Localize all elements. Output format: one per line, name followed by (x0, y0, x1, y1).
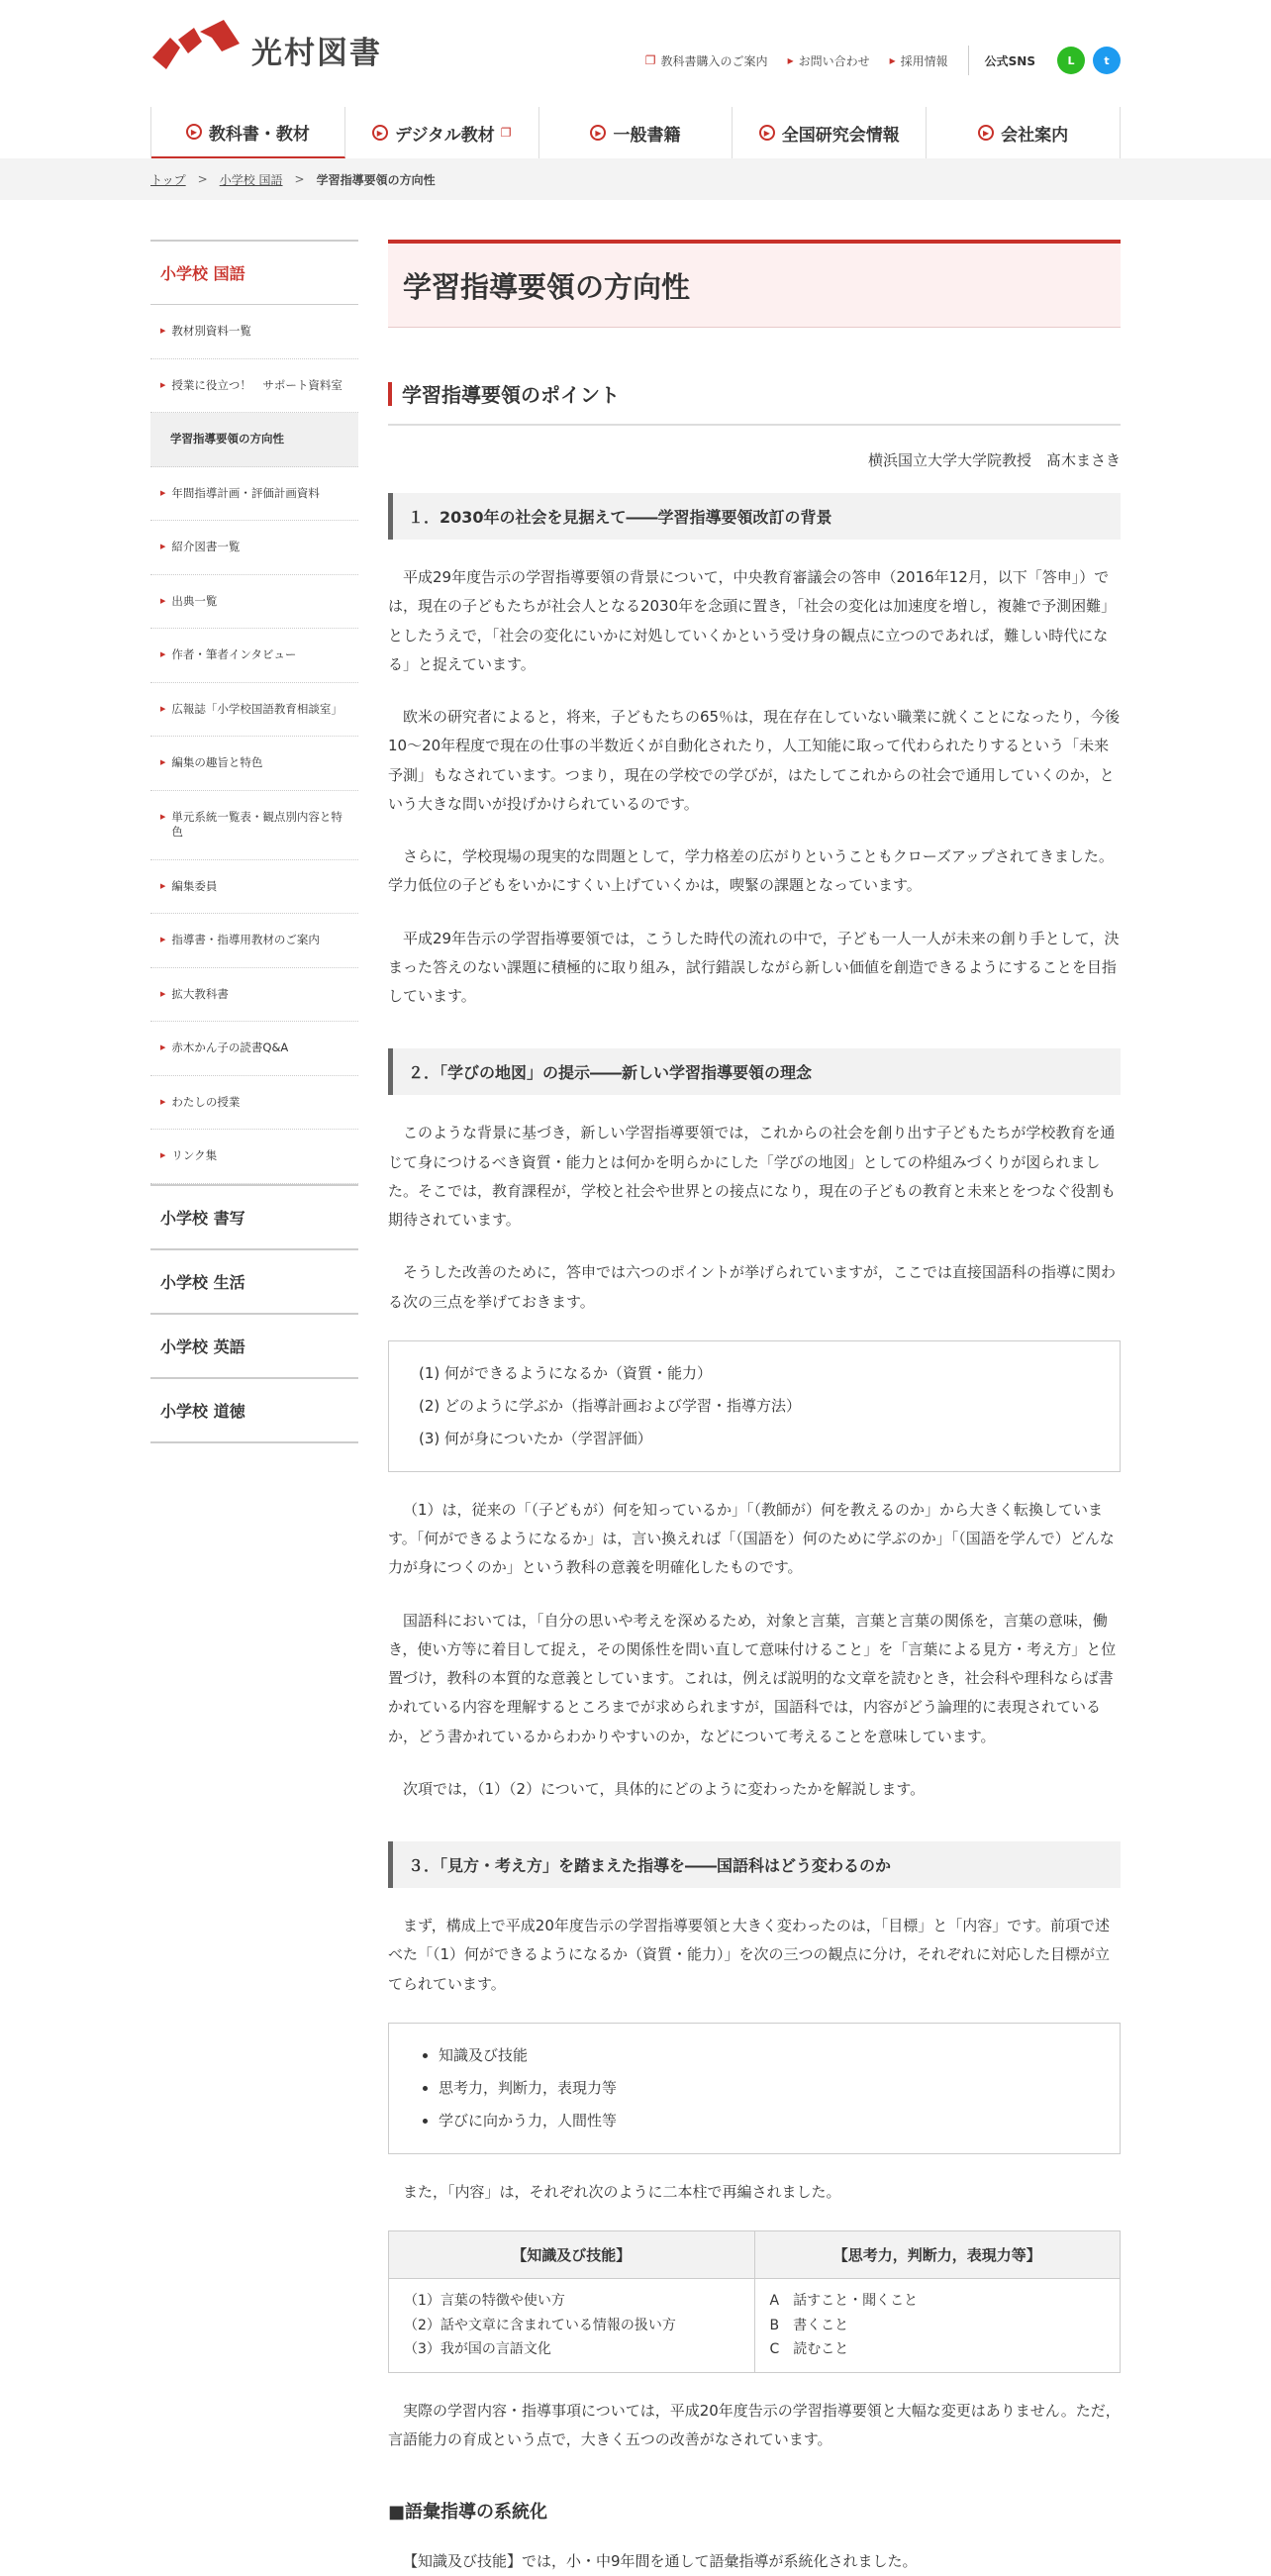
paragraph: このような背景に基づき，新しい学習指導要領では，これからの社会を創り出す子どもたちが学校教育を通じて身につけるべき資質・能力とは何かを明らかにした「学びの地図」としての枠組みづくりが図られました。そこでは，教育課程が，学校と社会や世界との接点になり，現在の子どもの教育と未来とをつなぐ役割も期待されています。 (388, 1124, 1117, 1229)
sidebar-heading[interactable]: 小学校 国語 (150, 240, 358, 305)
recruit-link[interactable]: ▸ 採用情報 (889, 53, 948, 68)
breadcrumb-separator: > (294, 172, 305, 186)
author: 横浜国立大学大学院教授 髙木まさき (867, 451, 1121, 469)
arrow-icon: ▸ (889, 53, 896, 67)
sidebar-item[interactable]: ▶ わたしの授業 (150, 1076, 358, 1131)
global-nav (150, 107, 1121, 158)
sidebar-list (150, 305, 358, 1184)
chevron-right-icon: ▶ (186, 124, 202, 140)
sidebar (150, 240, 358, 2576)
gnav-textbooks[interactable]: ▶ 教科書・教材 (151, 107, 345, 158)
heading-bar (388, 382, 392, 406)
goal-item: • 思考力，判断力，表現力等 (439, 2072, 1090, 2105)
breadcrumb (150, 158, 1121, 200)
table-line: C 読むこと (769, 2341, 849, 2357)
gnav-digital[interactable]: ▶ デジタル教材 ❐ (345, 107, 539, 158)
table-cell-knowledge (389, 2279, 755, 2373)
page-title: 学習指導要領の方向性 (388, 240, 1121, 328)
breadcrumb-bar (0, 158, 1271, 200)
vocabulary-heading: ■語彙指導の系統化 (388, 2502, 548, 2523)
sidebar-item[interactable]: ▶ 出典一覧 (150, 575, 358, 630)
breadcrumb-separator: > (197, 172, 208, 186)
triangle-icon: ▶ (160, 380, 166, 389)
sidebar-item[interactable]: ▶ 授業に役立つ！ サポート資料室 (150, 359, 358, 414)
points-box (388, 1340, 1121, 1472)
chevron-right-icon: ▶ (759, 125, 775, 141)
paragraph: 国語科においては，「自分の思いや考えを深めるため，対象と言葉，言葉と言葉の関係を，言葉の意味，働き，使い方等に着目して捉え，その関係性を問い直して意味付けること」を「言葉による見方・考え方」と位置づけ，教科の本質的な意義としています。これは，例えば説明的な文章を読むとき，社会科や理科ならば書かれている内容を理解するところまでが求められますが，国語科では，内容がどう論理的に表現されているか，どう書かれているからわかりやすいのか，などについて考えることを意味しています。 (388, 1611, 1117, 1745)
sns-label: 公式SNS (984, 53, 1035, 68)
triangle-icon: ▶ (160, 327, 166, 335)
sidebar-item[interactable]: ▶ 作者・筆者インタビュー (150, 629, 358, 683)
paragraph: 平成29年度告示の学習指導要領の背景について，中央教育審議会の答申（2016年12月，以下「答申」）では，現在の子どもたちが社会人となる2030年を念頭に置き，「社会の変化は加速度を増し，複雑で予測困難」としたうえで，「社会の変化にいかに対処していくかという受け身の観点に立つのであれば，難しい時代になる」と捉えています。 (388, 568, 1117, 673)
sidebar-item[interactable]: ▶ 年間指導計画・評価計画資料 (150, 467, 358, 522)
twitter-icon[interactable]: t (1093, 47, 1121, 74)
triangle-icon: ▶ (160, 758, 166, 767)
gnav-company[interactable]: ▶ 会社案内 (927, 107, 1121, 158)
paragraph: （1）は，従来の「（子どもが）何を知っているか」「（教師が）何を教えるのか」から大きく転換しています。「何ができるようになるか」は，言い換えれば「（国語を）何のために学ぶのか」「（国語を学んで）どんな力が身につくのか」という教科の意義を明確化したものです。 (388, 1500, 1115, 1577)
site-header (150, 0, 1121, 107)
chevron-right-icon: ▶ (978, 125, 994, 141)
sidebar-item[interactable]: ▶ 編集委員 (150, 860, 358, 915)
chevron-right-icon: ▶ (372, 125, 388, 141)
section-heading: 学習指導要領のポイント (388, 379, 1121, 426)
sidebar-item[interactable]: ▶ 広報誌「小学校国語教育相談室」 (150, 683, 358, 738)
paragraph: そうした改善のために，答申では六つのポイントが挙げられていますが，ここでは直接国語科の指導に関わる次の三点を挙げておきます。 (388, 1263, 1117, 1311)
goal-item: • 学びに向かう力，人間性等 (439, 2105, 1090, 2137)
triangle-icon: ▶ (160, 704, 166, 713)
divider (968, 46, 969, 75)
table-line: （1）言葉の特徴や使い方 (404, 2293, 565, 2309)
line-icon[interactable]: L (1057, 47, 1085, 74)
content-table (388, 2230, 1121, 2373)
window-icon: ❐ (644, 53, 656, 67)
subsection-heading-3: ３．「見方・考え方」を踏まえた指導を――国語科はどう変わるのか (388, 1841, 1121, 1888)
paragraph: 欧米の研究者によると，将来，子どもたちの65％は，現在存在していない職業に就くことになったり，今後10～20年程度で現在の仕事の半数近くが自動化されたり，人工知能に取って代わられたりするという「未来予測」もなされています。つまり，現在の学校での学びが，はたしてこれからの社会で通用していくのか，という大きな問いが投げかけられているのです。 (388, 708, 1121, 813)
triangle-icon: ▶ (160, 543, 166, 551)
breadcrumb-parent[interactable]: 小学校 国語 (219, 172, 283, 187)
sidebar-item-current[interactable]: 学習指導要領の方向性 (150, 413, 358, 467)
table-line: （3）我が国の言語文化 (404, 2341, 551, 2357)
sidebar-item[interactable]: ▶ 拡大教科書 (150, 968, 358, 1023)
goal-item: • 知識及び技能 (439, 2039, 1090, 2072)
sidebar-item[interactable]: ▶ 単元系統一覧表・観点別内容と特色 (150, 791, 358, 860)
table-cell-thinking (754, 2279, 1121, 2373)
triangle-icon: ▶ (160, 1151, 166, 1160)
paragraph: また，「内容」は，それぞれ次のように二本柱で再編されました。 (403, 2182, 841, 2201)
paragraph: 平成29年告示の学習指導要領では，こうした時代の流れの中で，子ども一人一人が未来の創り手として，決まった答えのない課題に積極的に取り組み，試行錯誤しながら新しい価値を創造できるようにすることを目指しています。 (388, 929, 1120, 1005)
paragraph: 次項では，（1）（2）について，具体的にどのように変わったかを解説します。 (403, 1779, 926, 1798)
triangle-icon: ▶ (160, 650, 166, 659)
logo-mark-icon (150, 18, 242, 81)
chevron-right-icon: ▶ (590, 125, 606, 141)
main-content (388, 240, 1121, 2576)
paragraph: 【知識及び技能】では，小・中9年間を通して語彙指導が系統化されました。 (403, 2552, 918, 2570)
triangle-icon: ▶ (160, 1043, 166, 1052)
logo[interactable] (150, 18, 382, 81)
point-item: (3) 何が身についたか（学習評価） (419, 1429, 652, 1447)
paragraph: さらに，学校現場の現実的な問題として，学力格差の広がりということもクローズアップされてきました。学力低位の子どもをいかにすくい上げていくかは，喫緊の課題となっています。 (388, 847, 1114, 895)
sidebar-item[interactable]: ▶ 紹介図書一覧 (150, 521, 358, 575)
triangle-icon: ▶ (160, 881, 166, 890)
breadcrumb-current: 学習指導要領の方向性 (316, 172, 436, 187)
triangle-icon: ▶ (160, 488, 166, 497)
gnav-books[interactable]: ▶ 一般書籍 (539, 107, 733, 158)
sidebar-item[interactable]: ▶ リンク集 (150, 1130, 358, 1184)
subsection-heading-1: １．2030年の社会を見据えて――学習指導要領改訂の背景 (388, 493, 1121, 540)
logo-text: 光村図書 (251, 35, 382, 71)
gnav-research[interactable]: ▶ 全国研究会情報 (733, 107, 927, 158)
external-link-icon: ❐ (500, 126, 512, 140)
sidebar-item[interactable]: ▶ 編集の趣旨と特色 (150, 737, 358, 791)
sidebar-item[interactable]: ▶ 指導書・指導用教材のご案内 (150, 914, 358, 968)
triangle-icon: ▶ (160, 596, 166, 605)
triangle-icon: ▶ (160, 936, 166, 944)
paragraph: 実際の学習内容・指導事項については，平成20年度告示の学習指導要領と大幅な変更はありません。ただ，言語能力の育成という点で，大きく五つの改善がなされています。 (388, 2401, 1121, 2448)
table-line: B 書くこと (769, 2317, 849, 2333)
paragraph: まず，構成上で平成20年度告示の学習指導要領と大きく変わったのは，「目標」と「内容」です。前項で述べた「（1）何ができるようになるか（資質・能力）」を次の三つの観点に分け，それぞれに対応した目標が立てられています。 (388, 1917, 1111, 1993)
point-item: (1) 何ができるようになるか（資質・能力） (419, 1363, 713, 1382)
triangle-icon: ▶ (160, 812, 166, 821)
sidebar-section-calligraphy[interactable]: 小学校 書写 (150, 1184, 358, 1248)
table-header-thinking: 【思考力，判断力，表現力等】 (754, 2231, 1121, 2279)
subsection-heading-2: ２．「学びの地図」の提示――新しい学習指導要領の理念 (388, 1048, 1121, 1095)
breadcrumb-home[interactable]: トップ (150, 172, 186, 187)
table-line: A 話すこと・聞くこと (769, 2293, 919, 2309)
point-item: (2) どのように学ぶか（指導計画および学習・指導方法） (419, 1396, 802, 1415)
table-line: （2）話や文章に含まれている情報の扱い方 (404, 2317, 676, 2333)
table-header-knowledge: 【知識及び技能】 (389, 2231, 755, 2279)
textbook-purchase-link[interactable]: ❐ 教科書購入のご案内 (644, 53, 768, 68)
triangle-icon: ▶ (160, 989, 166, 998)
sidebar-section-moral[interactable]: 小学校 道徳 (150, 1377, 358, 1443)
utility-nav (626, 46, 1121, 75)
sidebar-item[interactable]: ▶ 教材別資料一覧 (150, 305, 358, 359)
sidebar-item[interactable]: ▶ 赤木かん子の読書Q&A (150, 1022, 358, 1076)
sidebar-section-life[interactable]: 小学校 生活 (150, 1248, 358, 1313)
arrow-icon: ▸ (787, 53, 794, 67)
triangle-icon: ▶ (160, 1097, 166, 1106)
goals-box (388, 2023, 1121, 2154)
contact-link[interactable]: ▸ お問い合わせ (787, 53, 870, 68)
sidebar-section-english[interactable]: 小学校 英語 (150, 1313, 358, 1377)
